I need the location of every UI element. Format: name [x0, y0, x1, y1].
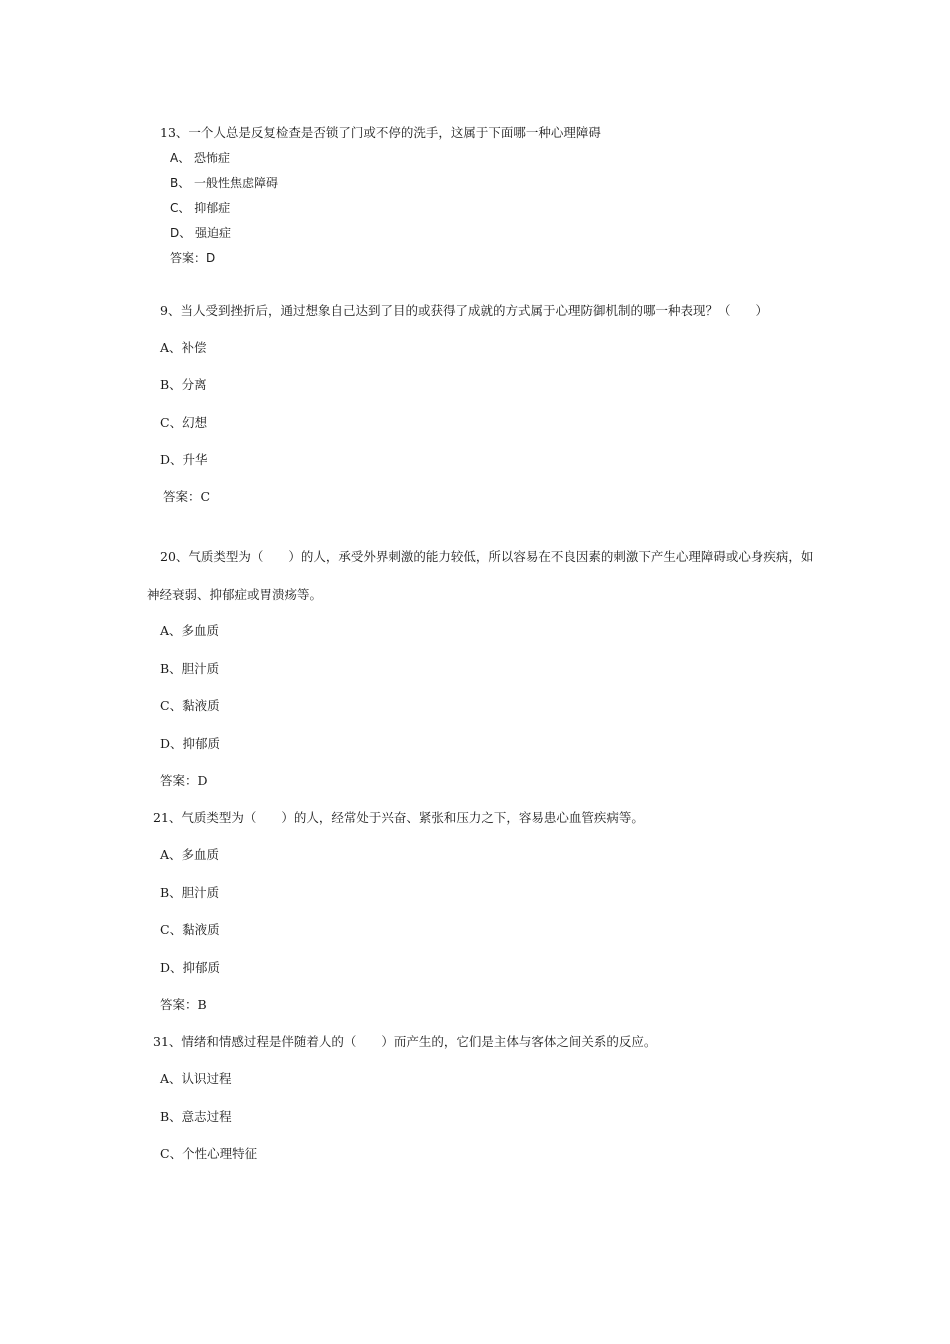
question-13-option-c: C、 抑郁症	[170, 201, 231, 215]
question-13-text: 13、一个人总是反复检查是否锁了门或不停的洗手，这属于下面哪一种心理障碍	[160, 125, 601, 140]
question-9-option-a: A、补偿	[160, 340, 207, 355]
question-9-text: 9、当人受到挫折后，通过想象自己达到了目的或获得了成就的方式属于心理防御机制的哪一种表现？（ ）	[160, 303, 768, 318]
question-31-text: 31、情绪和情感过程是伴随着人的（ ）而产生的，它们是主体与客体之间关系的反应。	[153, 1034, 657, 1049]
question-21-answer: 答案：B	[160, 997, 207, 1012]
question-13-option-b: B、 一般性焦虑障碍	[170, 176, 279, 190]
question-9-option-d: D、升华	[160, 452, 208, 467]
question-13-answer: 答案：D	[170, 251, 216, 265]
question-21-option-b: B、胆汁质	[160, 885, 220, 900]
question-21-option-c: C、黏液质	[160, 922, 220, 937]
question-31-option-c: C、个性心理特征	[160, 1146, 258, 1161]
question-9-option-b: B、分离	[160, 377, 207, 392]
question-9-option-c: C、幻想	[160, 415, 208, 430]
question-20-option-c: C、黏液质	[160, 698, 220, 713]
question-20-text-line2: 神经衰弱、抑郁症或胃溃疡等。	[147, 587, 323, 602]
question-21-option-a: A、多血质	[160, 847, 220, 862]
question-20-option-d: D、抑郁质	[160, 736, 221, 751]
question-21-text: 21、气质类型为（ ）的人，经常处于兴奋、紧张和压力之下，容易患心血管疾病等。	[153, 810, 644, 825]
question-31-option-a: A、认识过程	[160, 1071, 232, 1086]
question-20-answer: 答案：D	[160, 773, 208, 788]
question-20-text-line1: 20、气质类型为（ ）的人，承受外界刺激的能力较低，所以容易在不良因素的刺激下产生心理障碍或心身疾病，如	[160, 549, 814, 564]
question-9-answer: 答案：C	[163, 489, 211, 504]
question-20-option-b: B、胆汁质	[160, 661, 220, 676]
question-13-option-a: A、 恐怖症	[170, 151, 231, 165]
question-13-option-d: D、 强迫症	[170, 226, 232, 240]
question-31-option-b: B、意志过程	[160, 1109, 232, 1124]
question-20-option-a: A、多血质	[160, 623, 220, 638]
question-21-option-d: D、抑郁质	[160, 960, 221, 975]
